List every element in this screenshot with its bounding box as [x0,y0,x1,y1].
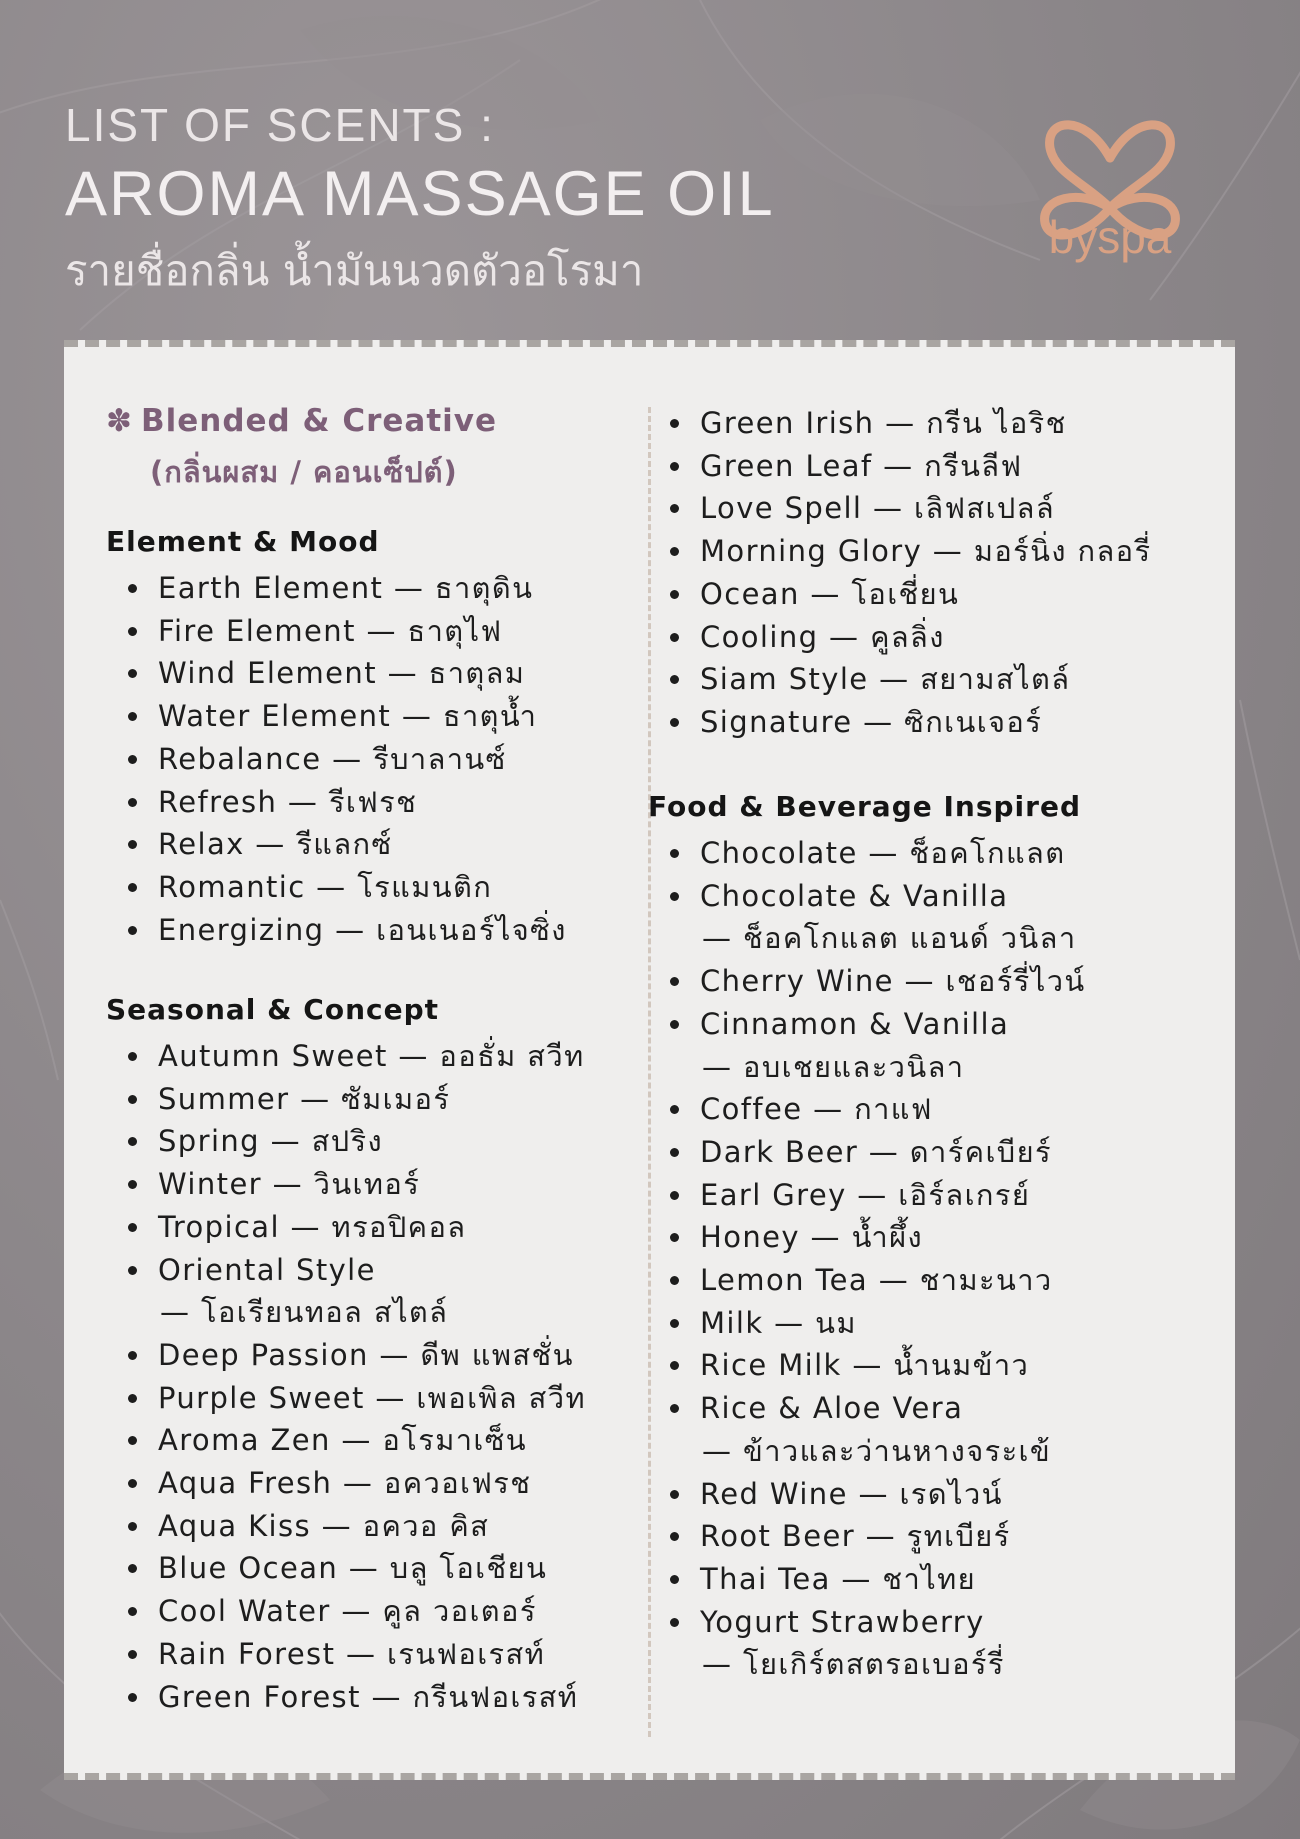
scent-item [106,738,567,781]
scent-name: Winter — วินเทอร์ [158,1167,421,1202]
brand-logo-text: byspa [1048,211,1172,263]
scent-item [648,1344,1086,1387]
scent-item [106,866,567,909]
scent-name: Rice Milk — น้ำนมข้าว [700,1348,1030,1383]
scent-item [648,616,1151,659]
scent-name: Signature — ซิกเนเจอร์ [700,704,1043,739]
category-subtitle: (กลิ่นผสม / คอนเซ็ปต์) [150,455,458,489]
scent-name: Chocolate — ช็อคโกแลต [700,836,1066,870]
scent-item [106,1505,586,1548]
scent-name: Milk — นม [700,1305,857,1340]
scent-item [648,1387,1086,1472]
scent-item [648,1088,1086,1131]
flower-icon: ✽ [106,403,133,439]
scent-name: Dark Beer — ดาร์คเบียร์ [700,1134,1052,1169]
category-title [106,403,497,439]
scent-name: Root Beer — รูทเบียร์ [700,1519,1011,1554]
scent-item [106,1120,586,1163]
scent-name: Aqua Fresh — อควอเฟรช [158,1466,532,1501]
scent-item [106,909,567,952]
scent-item [106,1334,586,1377]
scent-name: Rice & Aloe Vera [700,1391,964,1426]
scent-item [648,960,1086,1003]
scent-name: Morning Glory — มอร์นิ่ง กลอรี่ [700,534,1152,569]
scent-thai-continuation: — โยเกิร์ตสตรอเบอร์รี่ [702,1647,1005,1682]
scent-thai-continuation: — อบเชยและวนิลา [702,1049,965,1084]
scent-item [106,1676,586,1719]
scent-name: Romantic — โรแมนติก [158,869,493,904]
scent-item [106,823,567,866]
scent-item [648,1131,1086,1174]
scent-item [106,1249,586,1334]
scent-item [648,402,1151,445]
scent-item [648,1302,1086,1345]
scent-thai-continuation: — โอเรียนทอล สไตล์ [160,1295,449,1330]
scent-name: Love Spell — เลิฟสเปลล์ [700,491,1055,526]
scent-item [106,1078,586,1121]
scent-list-card [64,340,1235,1780]
scent-item [106,567,567,610]
scent-name: Coffee — กาแฟ [700,1092,933,1127]
scent-name: Aroma Zen — อโรมาเซ็น [158,1423,528,1458]
scent-item [106,652,567,695]
scent-item [648,1003,1086,1088]
scent-item [648,1601,1086,1686]
scent-name: Energizing — เอนเนอร์ไจซิ่ง [158,912,567,947]
scent-name: Rain Forest — เรนฟอเรสท์ [158,1636,546,1671]
page-title: AROMA MASSAGE OIL [65,159,775,229]
scent-name: Yogurt Strawberry [700,1604,985,1639]
scent-name: Refresh — รีเฟรช [158,784,418,819]
scent-list-seasonal-concept-cont [648,402,1151,744]
scent-item [106,1419,586,1462]
scent-item [106,610,567,653]
section-heading-seasonal-concept: Seasonal & Concept [106,993,440,1026]
scent-name: Ocean — โอเชี่ยน [700,576,960,611]
scent-item [106,1035,586,1078]
scent-name: Cherry Wine — เชอร์รี่ไวน์ [700,964,1086,999]
scent-item [106,1206,586,1249]
scent-name: Oriental Style [158,1252,376,1287]
scent-list-food-beverage [648,832,1086,1686]
scent-item [106,1590,586,1633]
scent-name: Earth Element — ธาตุดิน [158,571,534,605]
scent-name: Purple Sweet — เพอเพิล สวีท [158,1380,586,1415]
scent-name: Honey — น้ำผึ้ง [700,1220,924,1255]
scent-name: Spring — สปริง [158,1124,384,1159]
scent-name: Cool Water — คูล วอเตอร์ [158,1594,537,1629]
scent-item [648,487,1151,530]
scent-name: Blue Ocean — บลู โอเชียน [158,1551,548,1586]
scent-name: Relax — รีแลกซ์ [158,827,393,862]
scent-item [648,445,1151,488]
scent-item [106,1633,586,1676]
scent-name: Tropical — ทรอปิคอล [158,1209,467,1244]
section-heading-food-beverage: Food & Beverage Inspired [648,790,1081,823]
scent-name: Autumn Sweet — ออธั่ม สวีท [158,1039,585,1073]
scent-name: Deep Passion — ดีพ แพสชั่น [158,1337,574,1372]
scent-item [106,1377,586,1420]
scent-name: Chocolate & Vanilla [700,878,1009,913]
scent-item [648,530,1151,573]
scent-name: Aqua Kiss — อควอ คิส [158,1508,490,1543]
scent-thai-continuation: — ช็อคโกแลต แอนด์ วนิลา [702,921,1077,956]
scent-item [648,1515,1086,1558]
scent-name: Water Element — ธาตุน้ำ [158,699,538,734]
category-title-text: Blended & Creative [140,403,498,439]
scent-name: Thai Tea — ชาไทย [700,1561,977,1596]
thai-title: รายชื่อกลิ่น น้ำมันนวดตัวอโรมา [65,246,644,295]
scent-name: Red Wine — เรดไวน์ [700,1476,1003,1511]
scent-item [106,781,567,824]
scent-list-seasonal-concept [106,1035,586,1718]
scent-name: Cinnamon & Vanilla [700,1006,1010,1041]
scent-item [106,1547,586,1590]
header-subtitle: LIST OF SCENTS : [65,99,495,151]
scent-name: Cooling — คูลลิ่ง [700,619,945,654]
scent-item [648,1259,1086,1302]
scent-name: Lemon Tea — ชามะนาว [700,1263,1053,1298]
scent-name: Siam Style — สยามสไตล์ [700,662,1071,697]
scent-thai-continuation: — ข้าวและว่านหางจระเข้ [702,1433,1052,1468]
scent-item [106,695,567,738]
section-heading-element-mood: Element & Mood [106,525,380,558]
scent-item [648,1473,1086,1516]
scent-item [648,1216,1086,1259]
scent-item [648,875,1086,960]
scent-name: Summer — ซัมเมอร์ [158,1081,451,1116]
scent-item [648,658,1151,701]
scent-item [648,573,1151,616]
scent-item [106,1462,586,1505]
scent-name: Green Forest — กรีนฟอเรสท์ [158,1679,579,1714]
scent-list-element-mood [106,567,567,951]
scent-item [648,832,1086,875]
scent-name: Earl Grey — เอิร์ลเกรย์ [700,1177,1031,1212]
scent-name: Green Irish — กรีน ไอริช [700,406,1067,440]
scent-name: Green Leaf — กรีนลีฟ [700,448,1023,483]
scent-name: Wind Element — ธาตุลม [158,656,526,691]
scent-item [106,1163,586,1206]
scent-name: Fire Element — ธาตุไฟ [158,613,503,648]
scent-name: Rebalance — รีบาลานซ์ [158,741,507,776]
scent-item [648,701,1151,744]
scent-item [648,1558,1086,1601]
scent-item [648,1174,1086,1217]
